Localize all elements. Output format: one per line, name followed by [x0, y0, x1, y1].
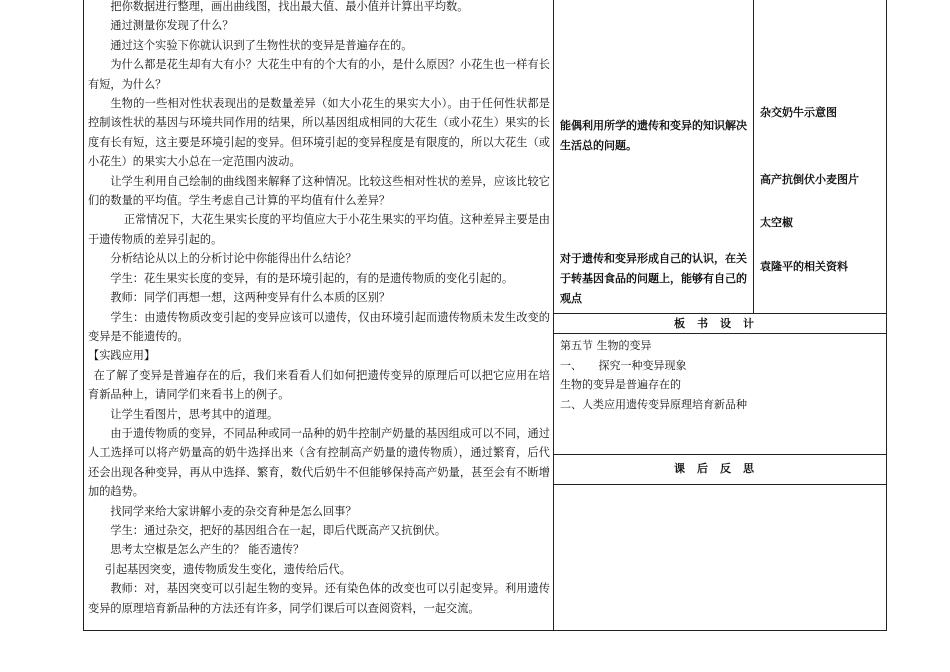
paragraph: 分析结论从以上的分析讨论中你能得出什么结论？	[110, 252, 357, 266]
paragraph: 通过测量你发现了什么？	[110, 19, 234, 33]
resource-space-pepper: 太空椒	[760, 216, 793, 229]
resource-yuan-longping: 袁隆平的相关资料	[760, 260, 848, 273]
teaching-goal-1: 能偶利用所学的遗传和变异的知识解决生活总的问题。	[560, 119, 747, 152]
board-design-content	[560, 336, 880, 414]
reflection-header-bottom-rule	[553, 484, 887, 485]
paragraph: 为什么都是花生却有大有小？大花生中有的个大有的小，是什么原因？小花生也一样有长有短，为什么？	[88, 58, 550, 91]
paragraph: 在了解了变异是普遍存在的后，我们来看看人们如何把遗传变异的原理后可以把它应用在培育新品种上，请同学们来看书上的例子。	[88, 368, 550, 402]
teaching-process-text	[88, 0, 550, 628]
paragraph: 正常情况下，大花生果实长度的平均值应大于小花生果实的平均值。这种差异主要是由于遗传物质的差异引起的。	[88, 213, 550, 246]
reflection-header: 课后反思	[674, 462, 766, 475]
reflection-header-top-rule	[553, 454, 887, 455]
section-heading: 【实践应用】	[88, 349, 156, 363]
board-header-bottom-rule	[553, 333, 887, 334]
board-design-header: 板书设计	[674, 317, 766, 330]
paragraph: 教师：同学们再想一想，这两种变异有什么本质的区别？	[110, 291, 391, 305]
teaching-goal-2: 对于遗传和变异形成自己的认识，在关于转基因食品的问题上，能够有自己的观点	[560, 252, 747, 305]
board-line: 二、人类应用遗传变异原理培育新品种	[560, 397, 747, 411]
paragraph: 引起基因突变，遗传物质发生变化，遗传给后代。	[104, 562, 351, 576]
paragraph: 把你数据进行整理，画出曲线图，找出最大值、最小值并计算出平均数。	[110, 0, 469, 13]
paragraph: 找同学来给大家讲解小麦的杂交育种是怎么回事？	[110, 504, 357, 518]
board-line: 第五节 生物的变异	[560, 339, 652, 352]
paragraph: 通过这个实验下你就认识到了生物性状的变异是普遍存在的。	[110, 38, 413, 52]
paragraph: 让学生看图片，思考其中的道理。	[110, 407, 279, 421]
paragraph: 让学生利用自己绘制的曲线图来解释了这种情况。比较这些相对性状的差异，应该比较它们的数量的平均值。学生考虑自己计算的平均值有什么差异？	[88, 174, 550, 208]
board-header-top-rule	[553, 313, 887, 314]
paragraph: 生物的一些相对性状表现出的是数量差异（如大小花生的果实大小）。由于任何性状都是控制该性状的基因与环境共同作用的结果，所以基因组成相同的大花生（或小花生）果实的长度有长有短，这主要是环境引起的变异。但环境引起的变异程度是有限度的，所以大花生（或小花生）的果实大小总在一定范围内波动。	[88, 97, 550, 169]
paragraph: 教师：对，基因突变可以引起生物的变异。还有染色体的改变也可以引起变异。利用遗传变异的原理培育新品种的方法还有许多，同学们课后可以查阅资料，一起交流。	[88, 582, 550, 615]
paragraph: 学生：通过杂交，把好的基因组合在一起，即后代既高产又抗倒伏。	[110, 523, 447, 537]
resource-dairy-cow-diagram: 杂交奶牛示意图	[760, 106, 837, 119]
board-line: 一、 探究一种变异现象	[560, 358, 687, 372]
paragraph: 学生：花生果实长度的变异，有的是环境引起的，有的是遗传物质的变化引起的。	[110, 271, 514, 285]
paragraph: 学生：由遗传物质改变引起的变异应该可以遗传，仅由环境引起而遗传物质未发生改变的变异是不能遗传的。	[88, 310, 550, 343]
paragraph: 思考太空椒是怎么产生的？ 能否遗传？	[110, 543, 305, 557]
board-line: 生物的变异是普遍存在的	[560, 378, 681, 391]
column-divider-right	[753, 0, 754, 313]
paragraph: 由于遗传物质的变异，不同品种或同一品种的奶牛控制产奶量的基因组成可以不同，通过人工选择可以将产奶量高的奶牛选择出来（含有控制高产奶量的遗传物质），通过繁育，后代还会出现各种变异，再从中选择、繁育，数代后奶牛不但能够保持高产奶量，甚至会有不断增加的趋势。	[88, 426, 550, 499]
resource-wheat-picture: 高产抗倒伏小麦图片	[760, 173, 859, 186]
